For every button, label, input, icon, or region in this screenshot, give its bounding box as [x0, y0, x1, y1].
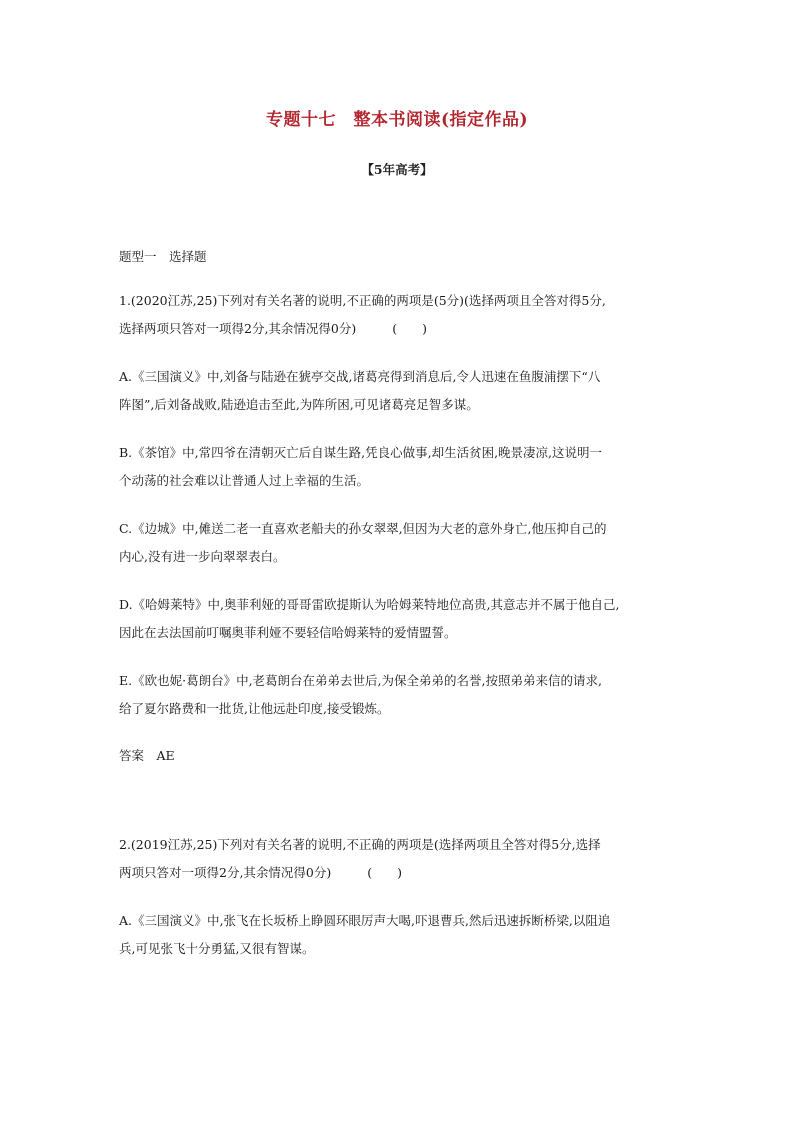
page-title: 专题十七 整本书阅读(指定作品) — [265, 110, 529, 130]
answer-bracket: ( ) — [392, 321, 428, 336]
question-1-option-b-line-1: B.《茶馆》中,常四爷在清朝灭亡后自谋生路,凭良心做事,却生活贫困,晚景凄凉,这说明一 — [119, 445, 603, 460]
section-heading: 题型一 选择题 — [119, 249, 207, 264]
question-2-stem-line-2: 两项只答对一项得2分,其余情况得0分) ( ) — [119, 865, 403, 880]
question-1-option-e-line-1: E.《欧也妮·葛朗台》中,老葛朗台在弟弟去世后,为保全弟弟的名誉,按照弟弟来信的请求, — [119, 673, 602, 688]
question-1-option-d-line-1: D.《哈姆莱特》中,奥菲利娅的哥哥雷欧提斯认为哈姆莱特地位高贵,其意志并不属于他自己, — [119, 597, 620, 612]
answer-bracket: ( ) — [367, 865, 403, 880]
question-2-stem-line-1: 2.(2019江苏,25)下列对有关名著的说明,不正确的两项是(选择两项且全答对得5分,选择 — [119, 837, 601, 852]
question-2-option-a-line-2: 兵,可见张飞十分勇猛,又很有智谋。 — [119, 941, 315, 956]
question-1-stem-line-2: 选择两项只答对一项得2分,其余情况得0分) ( ) — [119, 321, 428, 336]
question-1-option-d-line-2: 因此在去法国前叮嘱奥菲利娅不要轻信哈姆莱特的爱情盟誓。 — [119, 625, 457, 640]
question-1-option-a-line-1: A.《三国演义》中,刘备与陆逊在猇亭交战,诸葛亮得到消息后,令人迅速在鱼腹浦摆下“八 — [119, 369, 601, 384]
question-1-option-c-line-2: 内心,没有进一步向翠翠表白。 — [119, 549, 286, 564]
question-1-option-c-line-1: C.《边城》中,傩送二老一直喜欢老船夫的孙女翠翠,但因为大老的意外身亡,他压抑自己的 — [119, 521, 607, 536]
question-1-option-b-line-2: 个动荡的社会难以让普通人过上幸福的生活。 — [119, 473, 370, 488]
question-1-option-a-line-2: 阵图”,后刘备战败,陆逊追击至此,为阵所困,可见诸葛亮足智多谋。 — [119, 397, 479, 412]
question-1-option-e-line-2: 给了夏尔路费和一批货,让他远赴印度,接受锻炼。 — [119, 701, 390, 716]
page-subtitle: 【5年高考】 — [361, 162, 433, 177]
question-1-answer: 答案 AE — [119, 748, 175, 763]
question-1-stem-line-1: 1.(2020江苏,25)下列对有关名著的说明,不正确的两项是(5分)(选择两项且全答对得5分, — [119, 293, 606, 308]
question-2-option-a-line-1: A.《三国演义》中,张飞在长坂桥上睁圆环眼厉声大喝,吓退曹兵,然后迅速拆断桥梁,以阻追 — [119, 913, 611, 928]
